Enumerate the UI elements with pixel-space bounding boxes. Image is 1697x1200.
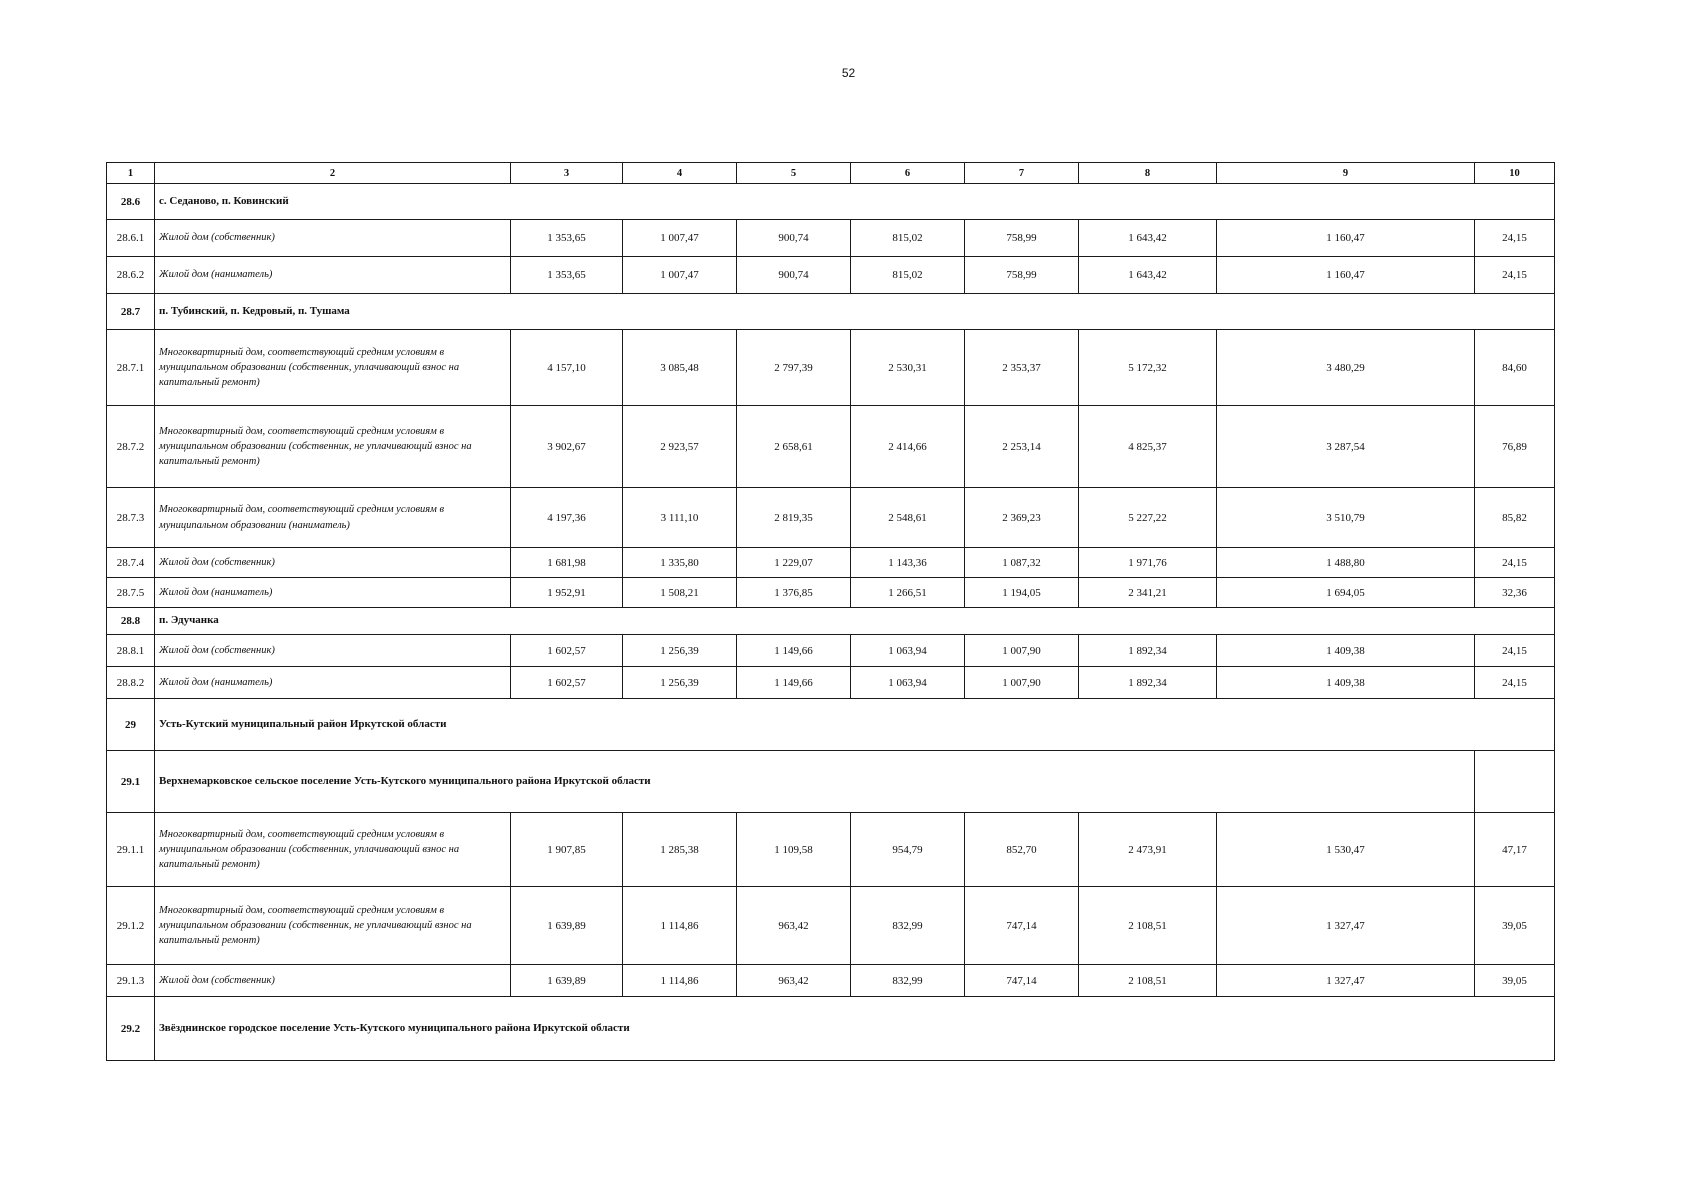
tariff-value: 2 369,23 — [965, 488, 1079, 548]
tariff-value: 758,99 — [965, 257, 1079, 294]
column-number-header: 8 — [1079, 163, 1217, 184]
housing-type: Многоквартирный дом, соответствующий средним условиям в муниципальном образовании (наниматель) — [155, 488, 511, 548]
tariff-value: 852,70 — [965, 813, 1079, 887]
housing-type: Многоквартирный дом, соответствующий средним условиям в муниципальном образовании (собственник, уплачивающий взнос на капитальный ремонт) — [155, 330, 511, 406]
tariff-value: 1 063,94 — [851, 667, 965, 699]
tariff-value: 1 229,07 — [737, 548, 851, 578]
tariff-value: 1 007,90 — [965, 667, 1079, 699]
tariff-value: 76,89 — [1475, 406, 1555, 488]
section-row — [107, 294, 1555, 330]
tariff-value: 1 376,85 — [737, 578, 851, 608]
tariff-value: 1 335,80 — [623, 548, 737, 578]
tariff-value: 4 157,10 — [511, 330, 623, 406]
section-row — [107, 608, 1555, 635]
row-code: 28.6 — [107, 184, 155, 220]
row-code: 29.1.1 — [107, 813, 155, 887]
table-row — [107, 667, 1555, 699]
section-row — [107, 997, 1555, 1061]
tariff-value: 1 327,47 — [1217, 965, 1475, 997]
tariff-value: 832,99 — [851, 965, 965, 997]
tariff-value: 2 797,39 — [737, 330, 851, 406]
tariff-value: 2 548,61 — [851, 488, 965, 548]
column-number-header: 2 — [155, 163, 511, 184]
row-code: 29.1.2 — [107, 887, 155, 965]
column-number-header: 5 — [737, 163, 851, 184]
row-code: 28.7.2 — [107, 406, 155, 488]
tariff-value: 1 602,57 — [511, 667, 623, 699]
tariff-value: 963,42 — [737, 887, 851, 965]
housing-type: Жилой дом (наниматель) — [155, 257, 511, 294]
tariff-value: 1 285,38 — [623, 813, 737, 887]
tariff-value: 747,14 — [965, 965, 1079, 997]
empty-cell — [1475, 751, 1555, 813]
tariff-value: 1 256,39 — [623, 667, 737, 699]
tariff-value: 1 681,98 — [511, 548, 623, 578]
tariff-value: 1 971,76 — [1079, 548, 1217, 578]
row-code: 28.7.5 — [107, 578, 155, 608]
tariff-value: 3 902,67 — [511, 406, 623, 488]
tariff-value: 3 287,54 — [1217, 406, 1475, 488]
column-number-header-row — [107, 163, 1555, 184]
section-title: Верхнемарковское сельское поселение Усть-Кутского муниципального района Иркутской области — [155, 751, 1475, 813]
row-code: 28.8.1 — [107, 635, 155, 667]
tariff-value: 2 530,31 — [851, 330, 965, 406]
row-code: 29 — [107, 699, 155, 751]
tariff-value: 3 510,79 — [1217, 488, 1475, 548]
tariff-value: 5 227,22 — [1079, 488, 1217, 548]
tariff-value: 900,74 — [737, 257, 851, 294]
tariff-value: 1 194,05 — [965, 578, 1079, 608]
section-row — [107, 699, 1555, 751]
row-code: 28.7.4 — [107, 548, 155, 578]
tariff-value: 2 658,61 — [737, 406, 851, 488]
column-number-header: 9 — [1217, 163, 1475, 184]
tariff-value: 1 892,34 — [1079, 635, 1217, 667]
row-code: 28.8 — [107, 608, 155, 635]
table-row — [107, 813, 1555, 887]
housing-type: Многоквартирный дом, соответствующий средним условиям в муниципальном образовании (собственник, уплачивающий взнос на капитальный ремонт) — [155, 813, 511, 887]
column-number-header: 6 — [851, 163, 965, 184]
tariff-value: 1 639,89 — [511, 887, 623, 965]
page-number: 52 — [841, 66, 856, 80]
tariff-value: 1 602,57 — [511, 635, 623, 667]
tariff-value: 24,15 — [1475, 667, 1555, 699]
tariff-value: 1 892,34 — [1079, 667, 1217, 699]
row-code: 29.1 — [107, 751, 155, 813]
tariff-value: 1 149,66 — [737, 667, 851, 699]
housing-type: Многоквартирный дом, соответствующий средним условиям в муниципальном образовании (собственник, не уплачивающий взнос на капитальный ремонт) — [155, 406, 511, 488]
tariff-value: 963,42 — [737, 965, 851, 997]
tariff-value: 85,82 — [1475, 488, 1555, 548]
tariff-value: 1 007,47 — [623, 220, 737, 257]
tariff-value: 3 111,10 — [623, 488, 737, 548]
tariff-value: 1 488,80 — [1217, 548, 1475, 578]
tariff-value: 39,05 — [1475, 965, 1555, 997]
tariff-value: 832,99 — [851, 887, 965, 965]
section-title: п. Тубинский, п. Кедровый, п. Тушама — [155, 294, 1555, 330]
table-row — [107, 330, 1555, 406]
tariff-value: 900,74 — [737, 220, 851, 257]
tariff-value: 954,79 — [851, 813, 965, 887]
table-row — [107, 488, 1555, 548]
tariff-value: 1 114,86 — [623, 965, 737, 997]
tariff-value: 24,15 — [1475, 257, 1555, 294]
row-code: 28.6.2 — [107, 257, 155, 294]
tariff-value: 4 197,36 — [511, 488, 623, 548]
tariff-value: 1 143,36 — [851, 548, 965, 578]
tariff-value: 1 007,90 — [965, 635, 1079, 667]
tariff-value: 4 825,37 — [1079, 406, 1217, 488]
table-row — [107, 887, 1555, 965]
tariff-value: 758,99 — [965, 220, 1079, 257]
tariff-value: 1 256,39 — [623, 635, 737, 667]
row-code: 28.7 — [107, 294, 155, 330]
tariffs-table — [106, 162, 1555, 1061]
section-row — [107, 751, 1555, 813]
housing-type: Жилой дом (собственник) — [155, 965, 511, 997]
row-code: 28.7.1 — [107, 330, 155, 406]
tariff-value: 815,02 — [851, 220, 965, 257]
tariff-value: 1 643,42 — [1079, 257, 1217, 294]
row-code: 28.6.1 — [107, 220, 155, 257]
tariff-value: 1 409,38 — [1217, 635, 1475, 667]
tariff-value: 2 923,57 — [623, 406, 737, 488]
table-row — [107, 635, 1555, 667]
tariff-value: 1 266,51 — [851, 578, 965, 608]
tariff-value: 84,60 — [1475, 330, 1555, 406]
tariff-value: 1 643,42 — [1079, 220, 1217, 257]
tariff-value: 2 353,37 — [965, 330, 1079, 406]
housing-type: Жилой дом (собственник) — [155, 635, 511, 667]
section-title: Звёзднинское городское поселение Усть-Кутского муниципального района Иркутской области — [155, 997, 1555, 1061]
tariff-value: 1 160,47 — [1217, 220, 1475, 257]
tariff-value: 1 007,47 — [623, 257, 737, 294]
tariff-value: 747,14 — [965, 887, 1079, 965]
row-code: 29.2 — [107, 997, 155, 1061]
tariff-value: 47,17 — [1475, 813, 1555, 887]
row-code: 29.1.3 — [107, 965, 155, 997]
table-row — [107, 548, 1555, 578]
tariff-value: 2 108,51 — [1079, 887, 1217, 965]
housing-type: Жилой дом (собственник) — [155, 220, 511, 257]
tariff-value: 24,15 — [1475, 635, 1555, 667]
tariff-value: 24,15 — [1475, 548, 1555, 578]
table-row — [107, 406, 1555, 488]
section-title: п. Эдучанка — [155, 608, 1555, 635]
tariff-value: 815,02 — [851, 257, 965, 294]
housing-type: Жилой дом (наниматель) — [155, 578, 511, 608]
housing-type: Жилой дом (наниматель) — [155, 667, 511, 699]
tariff-value: 1 327,47 — [1217, 887, 1475, 965]
section-title: с. Седаново, п. Ковинский — [155, 184, 1555, 220]
table-row — [107, 257, 1555, 294]
tariff-value: 2 341,21 — [1079, 578, 1217, 608]
tariff-value: 2 108,51 — [1079, 965, 1217, 997]
housing-type: Жилой дом (собственник) — [155, 548, 511, 578]
tariff-value: 1 409,38 — [1217, 667, 1475, 699]
tariff-value: 1 694,05 — [1217, 578, 1475, 608]
column-number-header: 1 — [107, 163, 155, 184]
table-row — [107, 578, 1555, 608]
section-row — [107, 184, 1555, 220]
tariff-value: 32,36 — [1475, 578, 1555, 608]
tariff-value: 1 508,21 — [623, 578, 737, 608]
tariff-value: 1 109,58 — [737, 813, 851, 887]
tariff-value: 1 063,94 — [851, 635, 965, 667]
row-code: 28.7.3 — [107, 488, 155, 548]
column-number-header: 4 — [623, 163, 737, 184]
tariff-value: 1 530,47 — [1217, 813, 1475, 887]
tariff-value: 1 149,66 — [737, 635, 851, 667]
tariff-value: 1 087,32 — [965, 548, 1079, 578]
column-number-header: 3 — [511, 163, 623, 184]
column-number-header: 10 — [1475, 163, 1555, 184]
tariff-value: 2 253,14 — [965, 406, 1079, 488]
tariff-value: 1 160,47 — [1217, 257, 1475, 294]
tariff-value: 24,15 — [1475, 220, 1555, 257]
tariff-value: 2 473,91 — [1079, 813, 1217, 887]
tariff-value: 2 819,35 — [737, 488, 851, 548]
tariff-value: 3 480,29 — [1217, 330, 1475, 406]
tariff-value: 1 639,89 — [511, 965, 623, 997]
tariff-value: 1 952,91 — [511, 578, 623, 608]
tariff-value: 39,05 — [1475, 887, 1555, 965]
section-title: Усть-Кутский муниципальный район Иркутской области — [155, 699, 1555, 751]
tariff-value: 3 085,48 — [623, 330, 737, 406]
tariffs-table-body — [107, 184, 1555, 1061]
column-number-header: 7 — [965, 163, 1079, 184]
tariff-value: 1 907,85 — [511, 813, 623, 887]
tariff-value: 5 172,32 — [1079, 330, 1217, 406]
housing-type: Многоквартирный дом, соответствующий средним условиям в муниципальном образовании (собственник, не уплачивающий взнос на капитальный ремонт) — [155, 887, 511, 965]
row-code: 28.8.2 — [107, 667, 155, 699]
tariff-value: 1 353,65 — [511, 220, 623, 257]
tariff-value: 1 114,86 — [623, 887, 737, 965]
tariff-value: 1 353,65 — [511, 257, 623, 294]
table-row — [107, 220, 1555, 257]
tariff-value: 2 414,66 — [851, 406, 965, 488]
table-row — [107, 965, 1555, 997]
